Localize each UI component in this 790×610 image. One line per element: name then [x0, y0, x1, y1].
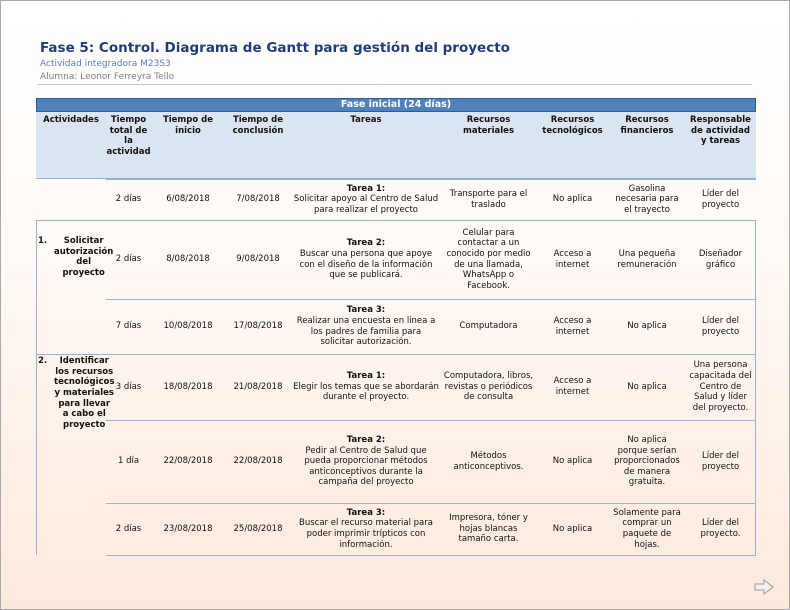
- column-divider: [36, 354, 37, 555]
- row-divider: [106, 299, 756, 300]
- column-header-tiempo-inicio: Tiempo de inicio: [162, 115, 214, 136]
- row-divider: [106, 555, 756, 556]
- page-title: Fase 5: Control. Diagrama de Gantt para gestión del proyecto: [40, 40, 510, 56]
- column-header-recursos-tecnologicos: Recursos tecnológicos: [542, 115, 603, 136]
- activity-2: [36, 356, 115, 506]
- tiempo-conclusion-cell: 17/08/2018: [233, 321, 283, 332]
- recursos-materiales-cell: Computadora, libros, revistas o periódicos de consulta: [443, 371, 534, 403]
- tarea-cell: [291, 503, 441, 555]
- row-divider: [36, 354, 756, 355]
- tiempo-total-cell: 1 día: [117, 456, 140, 467]
- activity-number: 2.: [38, 356, 48, 366]
- tiempo-total-cell: 2 días: [115, 523, 142, 534]
- recursos-materiales-cell: Computadora: [459, 321, 518, 332]
- activity-name: Solicitar autorización del proyecto: [54, 236, 114, 278]
- tarea-cell: [291, 220, 441, 299]
- recursos-tecnologicos-cell: No aplica: [552, 523, 593, 534]
- recursos-materiales-cell: Transporte para el traslado: [449, 188, 528, 210]
- tiempo-inicio-cell: 22/08/2018: [163, 456, 213, 467]
- recursos-materiales-cell: Celular para contactar a un conocido por medio de una llamada, WhatsApp o Facebook.: [446, 227, 531, 291]
- tiempo-inicio-cell: 10/08/2018: [163, 321, 213, 332]
- recursos-financieros-cell: Solamente para comprar un paquete de hojas.: [613, 507, 681, 550]
- tarea-cell: [291, 179, 441, 220]
- tarea-title: Tarea 3:: [346, 507, 386, 518]
- recursos-tecnologicos-cell: Acceso a internet: [553, 376, 592, 397]
- column-divider: [755, 354, 756, 555]
- row-divider: [106, 179, 756, 180]
- recursos-materiales-cell: Métodos anticonceptivos.: [453, 450, 524, 472]
- tarea-description: Pedir al Centro de Salud que pueda proporcionar métodos anticonceptivos durante la campaña del proyecto: [304, 445, 428, 488]
- responsable-cell: Líder del proyecto: [701, 188, 740, 210]
- tiempo-conclusion-cell: 21/08/2018: [233, 381, 283, 392]
- recursos-financieros-cell: No aplica: [627, 381, 667, 392]
- tiempo-inicio-cell: 23/08/2018: [163, 523, 213, 534]
- row-divider: [36, 220, 756, 221]
- tiempo-conclusion-cell: 22/08/2018: [233, 456, 283, 467]
- column-divider: [36, 220, 37, 354]
- recursos-financieros-cell: Gasolina necesaria para el trayecto: [615, 183, 679, 215]
- tiempo-total-cell: 7 días: [115, 321, 142, 332]
- tarea-description: Elegir los temas que se abordarán durante el proyecto.: [293, 381, 439, 403]
- column-header-recursos-materiales: Recursos materiales: [463, 115, 514, 136]
- recursos-tecnologicos-cell: No aplica: [552, 456, 593, 467]
- recursos-financieros-cell: Una pequeña remuneración: [617, 248, 677, 270]
- tarea-description: Buscar el recurso material para poder imprimir trípticos con información.: [299, 518, 433, 550]
- tiempo-inicio-cell: 18/08/2018: [163, 381, 213, 392]
- tarea-title: Tarea 2:: [346, 434, 386, 445]
- tarea-cell: [291, 420, 441, 503]
- column-divider: [755, 220, 756, 354]
- column-header-tiempo-conclusion: Tiempo de conclusión: [232, 115, 284, 136]
- tarea-title: Tarea 1:: [346, 371, 386, 382]
- recursos-tecnologicos-cell: Acceso a internet: [553, 315, 592, 337]
- row-divider: [106, 503, 756, 504]
- page-subtitle: Actividad integradora M23S3: [40, 59, 171, 69]
- column-header-actividades: Actividades: [43, 115, 99, 125]
- recursos-financieros-cell: No aplica: [627, 321, 667, 332]
- activity-number: 1.: [38, 236, 48, 246]
- tarea-title: Tarea 1:: [346, 183, 386, 194]
- activity-name: Identificar los recursos tecnológicos y materiales para llevar a cabo el proyecto: [54, 356, 115, 430]
- tarea-title: Tarea 2:: [346, 238, 386, 249]
- next-arrow-icon[interactable]: [754, 579, 774, 595]
- recursos-tecnologicos-cell: Acceso a internet: [553, 248, 592, 270]
- responsable-cell: Diseñador gráfico: [698, 248, 743, 270]
- tarea-description: Realizar una encuesta en línea a los padres de familia para solicitar autorización.: [296, 315, 436, 348]
- column-header-responsable: Responsable de actividad y tareas: [690, 115, 751, 147]
- column-header-recursos-financieros: Recursos financieros: [620, 115, 674, 136]
- tarea-cell: [291, 354, 441, 420]
- recursos-materiales-cell: Impresora, tóner y hojas blancas tamaño carta.: [449, 513, 528, 545]
- tiempo-total-cell: 2 días: [115, 254, 142, 265]
- recursos-financieros-cell: No aplica porque serían proporcionados de manera gratuita.: [614, 434, 680, 488]
- responsable-cell: Una persona capacitada del Centro de Salud y líder del proyecto.: [689, 360, 752, 413]
- tarea-title: Tarea 3:: [346, 305, 386, 316]
- row-divider: [106, 420, 756, 421]
- column-header-tiempo-total: Tiempo total de la actividad: [106, 115, 151, 157]
- responsable-cell: Líder del proyecto: [701, 315, 740, 337]
- title-divider: [38, 84, 752, 85]
- responsable-cell: Líder del proyecto.: [700, 518, 741, 539]
- phase-header: Fase inicial (24 días): [36, 98, 756, 112]
- tarea-description: Buscar una persona que apoye con el diseño de la información que se publicará.: [299, 248, 433, 281]
- column-header-tareas: Tareas: [350, 115, 382, 125]
- tiempo-inicio-cell: 6/08/2018: [166, 194, 210, 205]
- tiempo-conclusion-cell: 7/08/2018: [236, 194, 280, 205]
- gantt-table: [36, 98, 756, 555]
- tiempo-conclusion-cell: 25/08/2018: [233, 523, 283, 534]
- tarea-description: Solicitar apoyo al Centro de Salud para realizar el proyecto: [293, 194, 439, 215]
- tiempo-total-cell: 3 días: [115, 381, 142, 392]
- tiempo-total-cell: 2 días: [115, 194, 142, 205]
- tiempo-conclusion-cell: 9/08/2018: [236, 254, 280, 265]
- recursos-tecnologicos-cell: No aplica: [552, 194, 593, 205]
- student-name: Alumna: Leonor Ferreyra Tello: [40, 72, 175, 82]
- activity-1: [36, 236, 114, 296]
- tiempo-inicio-cell: 8/08/2018: [166, 254, 210, 265]
- responsable-cell: Líder del proyecto: [701, 450, 740, 472]
- tarea-cell: [291, 299, 441, 354]
